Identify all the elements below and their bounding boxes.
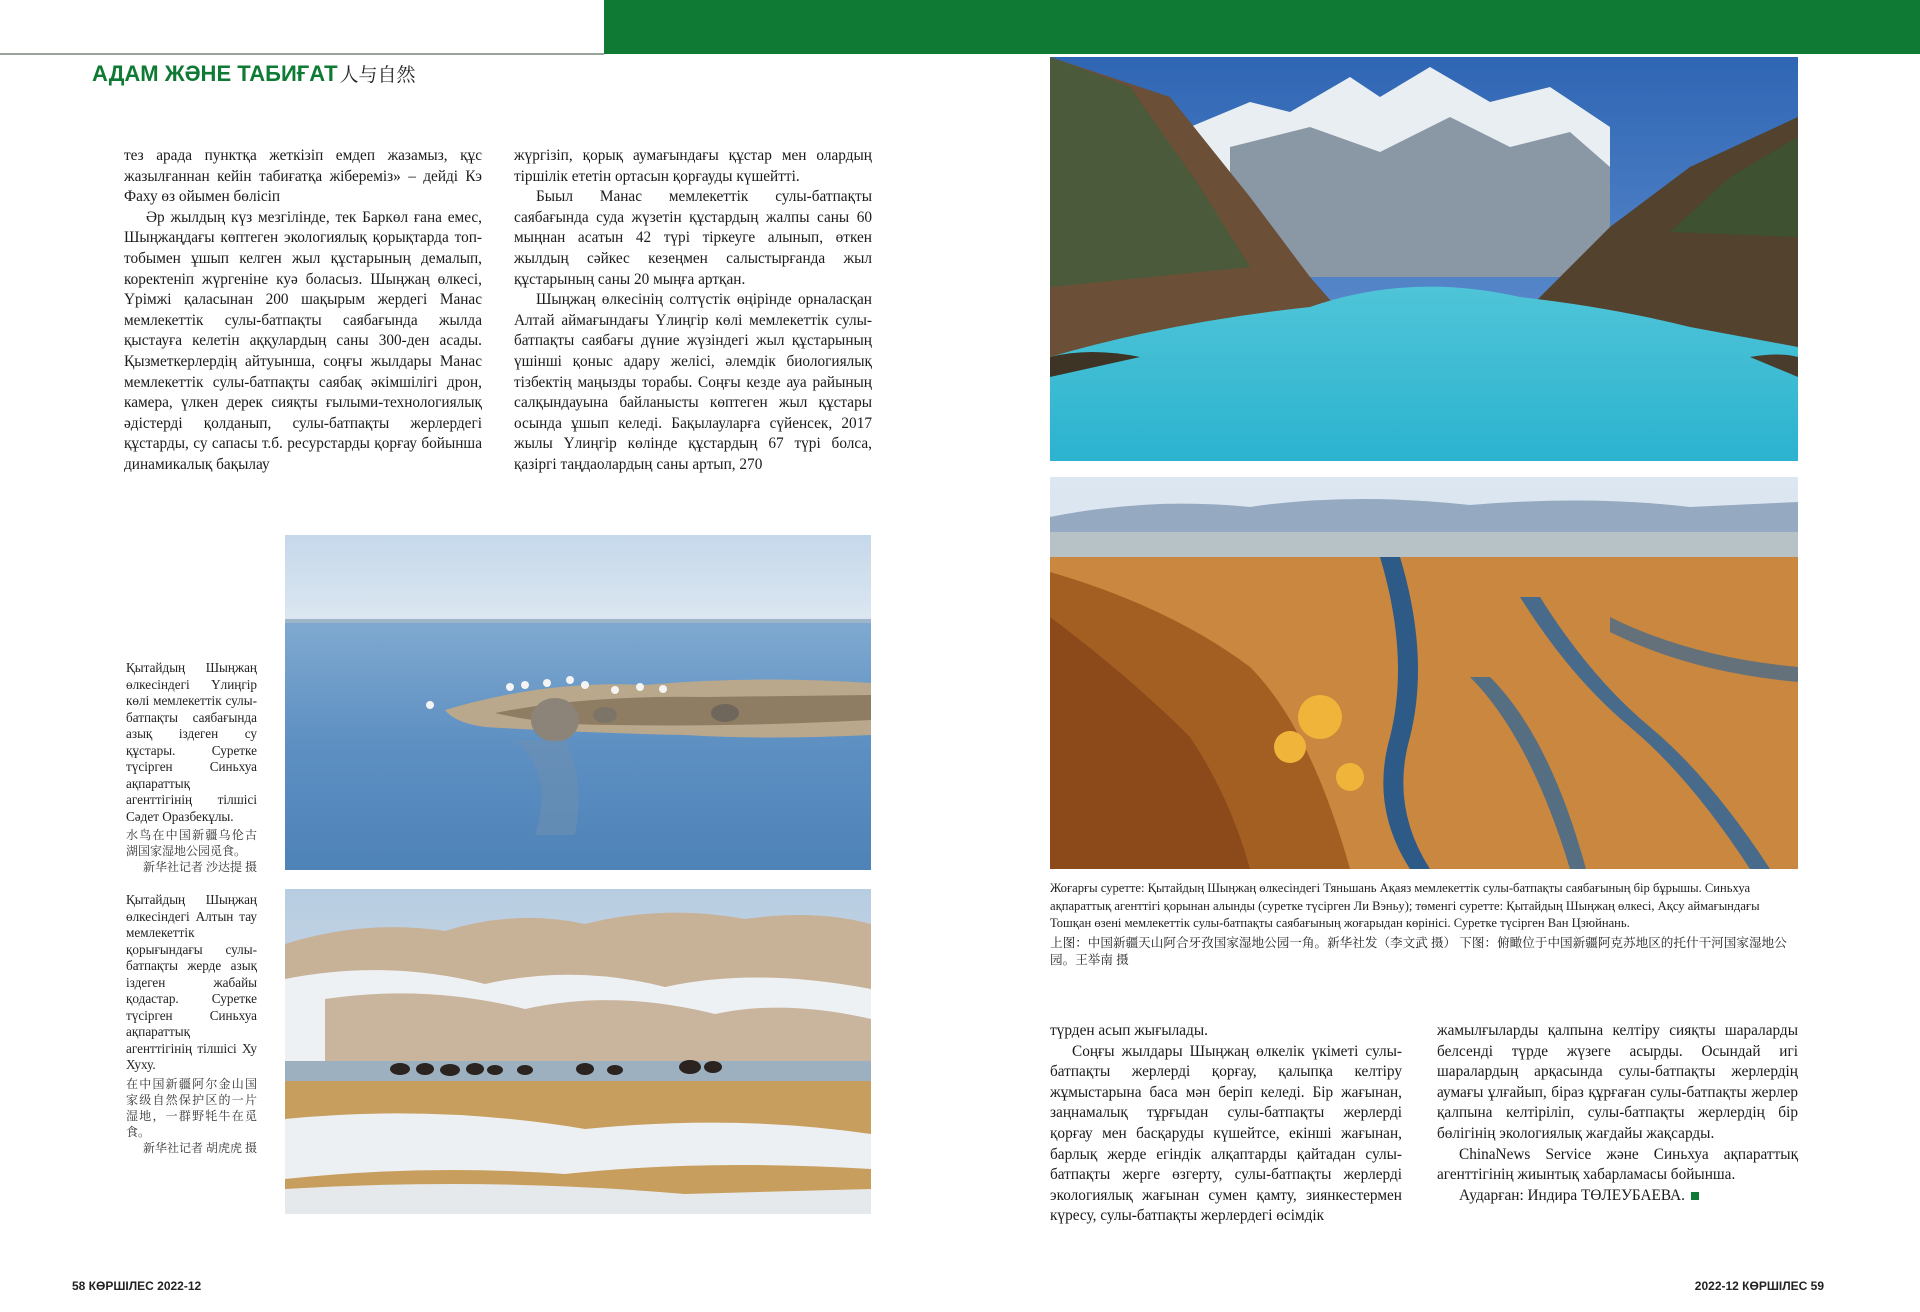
paragraph: Соңғы жылдары Шыңжаң өлкелік үкіметі сулы-батпақты жерлерді қорғау, қалыпқа келтіру жұмыстарына баса мән беріп келеді. Бір жағынан, заңнамалық тұрғыдан сулы-батпақты жерлерді қорғау мен басқаруды күшейтсе, екінші жағынан, барлық жерде егіндік алқаптарды қайтадан сулы-батпақты жерге өзгерту, сулы-батпақты жерлерді экологиялық жағынан сумен қамту, зиянкестермен күресу, сулы-батпақты жерлердегі өсімдік [1050, 1042, 1402, 1225]
section-title-kz: АДАМ ЖӘНЕ ТАБИҒАТ [92, 61, 338, 86]
yaks-caption-credit: 新华社记者 胡虎虎 摄 [142, 1140, 257, 1155]
paragraph: Шыңжаң өлкесінің солтүстік өңірінде орналасқан Алтай аймағындағы Үлиңгір көлі мемлекеттік сулы-батпақты саябағы дүние жүзіндегі жыл құстарының үшінші қоныс адару желісі, әлемдік биологиялық тізбектің маңызды торабы. Соңғы кезде ауа райының салқындауына байланысты көптеген жыл құстары осында ұшып келеді. Бақылауларға сүйенсек, 2017 жылы Үлиңгір көлінде құстардың 67 түрі болса, қазіргі таңдаолардың саны артып, 270 [514, 291, 872, 473]
mountain-lake-photo [1050, 57, 1798, 461]
end-mark-icon [1691, 1192, 1699, 1200]
yaks-wetland-photo [285, 889, 871, 1214]
paragraph: Әр жылдың күз мезгілінде, тек Баркөл ғана емес, Шыңжаңдағы көптеген экологиялық қорықтарда топ-тобымен ұшып келген жыл құстарының демалып, коректеніп жүргеніне куә боласыз. Шыңжаң өлкесі, Үрімжі қаласынан 200 шақырым жердегі Манас мемлекеттік сулы-батпақты саябағында жылда қыстауға келетін аққулардың саны 300-ден асады. Қызметкерлердің айтуынша, соңғы жылдары Манас мемлекеттік сулы-батпақты саябақ әкімшілігі дрон, камера, үлкен дерек сияқты ғылыми-технологиялық әдістерді қолданып, сулы-батпақты жерлердегі құстарды, су сапасы т.б. ресурстарды қорғау бойынша динамикалық бақылау [124, 208, 482, 473]
paragraph: Быыл Манас мемлекеттік сулы-батпақты саябағында суда жүзетін құстардың жалпы саны 60 мыңнан асатын 42 түрі тіркеуге алынып, өткен жылдың сәйкес кезеңмен салыстырғанда жыл құстарының саны 20 мыңға артқан. [514, 188, 872, 288]
birds-caption-kz: Қытайдың Шыңжаң өлкесіндегі Үлиңгір көлі мемлекеттік сулы-батпақты саябағында азық іздеген су құстары. Суретке түсірген Синьхуа ақпараттық агенттігінің тілшісі Сәдет Оразбекұлы. [126, 660, 257, 824]
article-column-2 [514, 146, 872, 476]
birds-caption [126, 660, 257, 875]
header-green-bar [604, 0, 1920, 54]
article-column-4 [1437, 1021, 1798, 1206]
yaks-caption-kz: Қытайдың Шыңжаң өлкесіндегі Алтын тау мемлекеттік қорығындағы сулы-батпақты жерде азық іздеген жабайы қодастар. Суретке түсірген Синьхуа ақпараттық агенттігінің тілшісі Ху Хуху. [126, 892, 257, 1072]
right-caption-cn: 上图：中国新疆天山阿合牙孜国家湿地公园一角。新华社发（李文武 摄） 下图：俯瞰位于中国新疆阿克苏地区的托什干河国家湿地公园。王举南 摄 [1050, 935, 1787, 967]
paragraph: ChinaNews Service және Синьхуа ақпараттық агенттігінің жиынтық хабарламасы бойынша. [1437, 1145, 1798, 1184]
folio-right: 2022-12 КӨРШІЛЕС 59 [1694, 1279, 1824, 1293]
yaks-caption-cn: 在中国新疆阿尔金山国家级自然保护区的一片湿地，一群野牦牛在觅食。 [126, 1076, 257, 1139]
translator: Аударған: Индира ТӨЛЕУБАЕВА. [1459, 1186, 1686, 1204]
yaks-caption [126, 892, 257, 1156]
article-column-3 [1050, 1021, 1402, 1227]
river-delta-photo [1050, 477, 1798, 869]
right-caption-kz: Жоғарғы суретте: Қытайдың Шыңжаң өлкесіндегі Тяньшань Ақаяз мемлекеттік сулы-батпақты саябағының бір бұрышы. Синьхуа ақпараттық агенттігі қорынан алынды (суретке түсірген Ли Вэньу); төменгі суретте: Қытайдың Шыңжаң өлкесі, Ақсу аймағындағы Тошқан өзені мемлекеттік сулы-батпақты саябағының жоғарыдан көрінісі. Суретке түсірген Ван Цзюйнань. [1050, 881, 1760, 930]
paragraph: жамылғыларды қалпына келтіру сияқты шараларды белсенді түрде жүзеге асырды. Осындай игі шаралардың арқасында сулы-батпақты жерлердің аумағы ұлғайып, біраз құрғаған сулы-батпақты жерлер қалпына келтіріліп, сулы-батпақты жерлердің бір бөлігінің экологиялық жағдайы жақсарды. [1437, 1022, 1798, 1142]
birds-caption-credit: 新华社记者 沙达提 摄 [142, 860, 257, 874]
birds-lake-photo [285, 535, 871, 870]
section-title-cn: 人与自然 [339, 65, 416, 86]
right-photos-caption [1050, 880, 1798, 970]
folio-left: 58 КӨРШІЛЕС 2022-12 [72, 1279, 202, 1293]
header-rule [0, 53, 604, 55]
paragraph: жүргізіп, қорық аумағындағы құстар мен олардың тіршілік ететін ортасын қорғауды күшейтті. [514, 147, 872, 185]
paragraph: түрден асып жығылады. [1050, 1022, 1208, 1039]
section-title [92, 60, 416, 87]
paragraph: тез арада пунктқа жеткізіп емдеп жазамыз, құс жазылғаннан кейін табиғатқа жібереміз» – дейді Кэ Фаху өз ойымен бөлісіп [124, 147, 482, 206]
birds-caption-cn: 水鸟在中国新疆乌伦古湖国家湿地公园觅食。 [126, 828, 257, 858]
article-column-1 [124, 146, 482, 476]
translator-line [1437, 1186, 1798, 1207]
